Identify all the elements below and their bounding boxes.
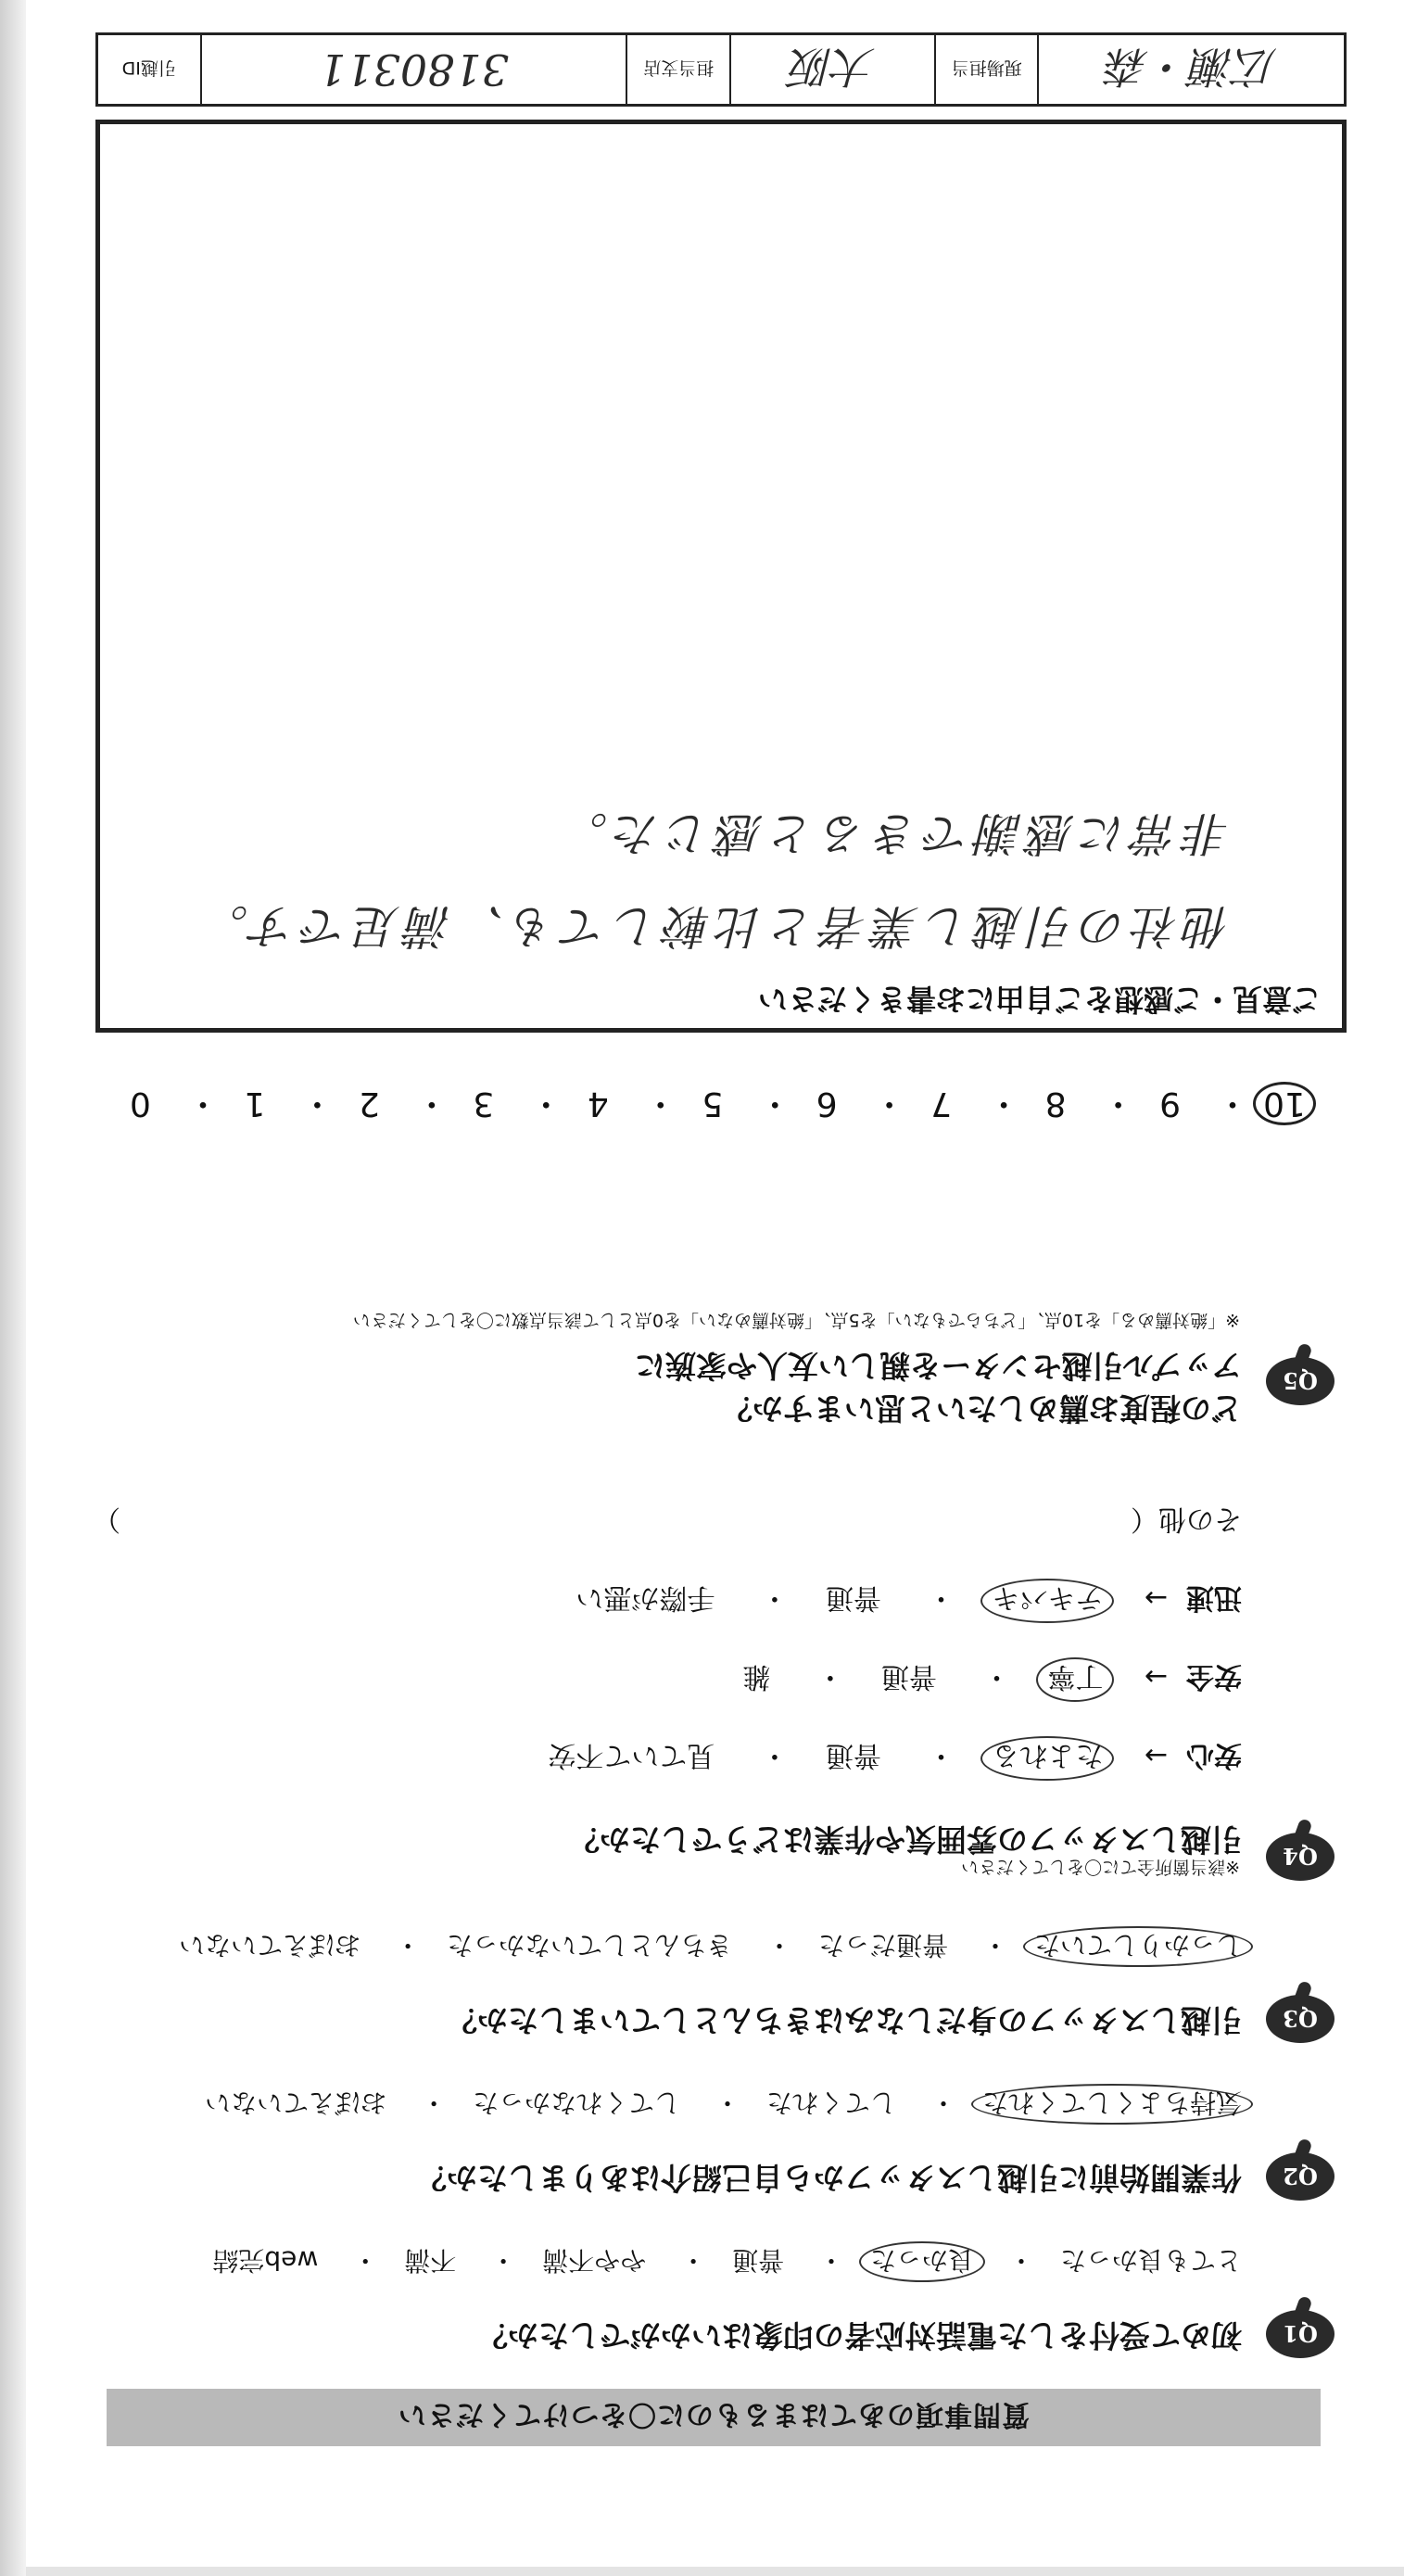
- q5-scale: 10・ 9・ 8・ 7・ 6・ 5・ 4・ 3・ 2・ 1・ 0: [113, 1083, 1311, 1130]
- q4-row-anzen: 安全→ 丁寧・ 普通・ 雑: [742, 1659, 1242, 1700]
- comment-label: ご意見・ご感想をご自由にお書きください: [757, 982, 1322, 1017]
- q3-badge-label: Q3: [1283, 2005, 1318, 2033]
- q4-row-jinsoku: 迅速→ テキパキ・ 普通・ 手際が悪い: [576, 1580, 1242, 1621]
- q1-option[interactable]: 不満: [404, 2245, 457, 2276]
- scale-option[interactable]: 5: [702, 1085, 724, 1123]
- q4-badge-label: Q4: [1283, 1843, 1318, 1871]
- scale-option[interactable]: 2: [358, 1085, 380, 1123]
- row-option[interactable]: 普通: [825, 1739, 881, 1771]
- id-label-cell: [98, 35, 200, 104]
- scale-option[interactable]: 6: [816, 1085, 838, 1123]
- q4-row-anshin: 安心→ たよれる・ 普通・ 見ていて不安: [548, 1738, 1242, 1779]
- q1-option[interactable]: web完結: [212, 2245, 319, 2276]
- contact-label-cell: [934, 35, 1038, 104]
- q3-badge: [1266, 1995, 1334, 2043]
- branch-label: 担当支店: [643, 57, 715, 79]
- scale-option[interactable]: 1: [244, 1085, 266, 1123]
- scale-option[interactable]: 3: [473, 1085, 495, 1123]
- q2-option-selected[interactable]: 気持ちよくしてくれた: [971, 2084, 1253, 2125]
- contact-label: 現場担当: [951, 57, 1022, 79]
- q3-options: しっかりしていた・ 普通だった・ きちんとしていなかった・ おぼえていない: [179, 1928, 1242, 1965]
- scale-option[interactable]: 9: [1159, 1085, 1181, 1123]
- branch-label-cell: [626, 35, 729, 104]
- id-value: 3180311: [319, 44, 509, 95]
- q4-note: ※該当箇所全てに〇をしてください: [961, 1857, 1240, 1877]
- scale-option[interactable]: 4: [587, 1085, 609, 1123]
- comment-box[interactable]: [95, 120, 1347, 1033]
- staff-info-table: [95, 32, 1347, 107]
- q5-text-line1: アップル引越センターを親しい友人や家族に: [634, 1348, 1242, 1384]
- q3-option[interactable]: おぼえていない: [179, 1930, 361, 1961]
- other-close: ）: [93, 1503, 120, 1535]
- instructions-banner: [107, 2389, 1321, 2446]
- question-1: [74, 2228, 1334, 2358]
- q5-text-line2: どの程度お薦めしたいと思いますか？: [722, 1390, 1242, 1427]
- q5-note: ※「絶対薦める」を10点、「どちらでもない」を5点、「絶対薦めない」を0点として該当点数に〇をしてください: [352, 1310, 1240, 1330]
- scale-option[interactable]: 7: [930, 1085, 953, 1123]
- row-option-selected[interactable]: たよれる: [980, 1736, 1114, 1781]
- contact-value-cell: [1037, 35, 1344, 104]
- contact-value: 広瀬・森: [1106, 42, 1277, 92]
- branch-value: 大阪: [790, 42, 876, 92]
- q4-other[interactable]: [93, 1502, 1242, 1542]
- q2-badge: [1266, 2152, 1334, 2201]
- row-option[interactable]: 雑: [742, 1660, 771, 1693]
- q4-badge: [1266, 1833, 1334, 1881]
- row-option-selected[interactable]: 丁寧: [1036, 1657, 1114, 1702]
- q2-badge-label: Q2: [1283, 2163, 1318, 2190]
- question-3: [74, 1913, 1334, 2043]
- q1-option[interactable]: やや不満: [542, 2245, 647, 2276]
- row-option[interactable]: 普通: [880, 1660, 937, 1693]
- q3-text: 引越しスタッフの身だしなみはきちんとしていましたか？: [447, 2002, 1242, 2038]
- scale-selected[interactable]: 10: [1253, 1082, 1316, 1125]
- q2-option[interactable]: してくれなかった: [473, 2087, 681, 2118]
- id-value-cell: [200, 35, 626, 104]
- question-2: [74, 2071, 1334, 2201]
- q5-badge-label: Q5: [1283, 1367, 1318, 1395]
- comment-handwritten-line2: 非常に感謝できると感じた。: [556, 806, 1231, 860]
- q3-option[interactable]: 普通だった: [818, 1930, 949, 1961]
- q1-badge-label: Q1: [1283, 2320, 1318, 2348]
- scan-edge: [0, 0, 26, 2576]
- question-5: [74, 1144, 1334, 1450]
- comment-handwritten-line1: 他社の引越し業者と比較しても、満足です。: [196, 899, 1231, 953]
- id-label: 引越ID: [121, 57, 176, 79]
- scan-edge-top: [0, 2567, 1404, 2576]
- other-label: その他（: [1131, 1503, 1242, 1535]
- row-option[interactable]: 見ていて不安: [548, 1739, 715, 1771]
- q2-option[interactable]: おぼえていない: [205, 2087, 387, 2118]
- row-option-selected[interactable]: テキパキ: [980, 1579, 1114, 1623]
- q5-badge: [1266, 1357, 1334, 1405]
- q1-option-selected[interactable]: 良かった: [859, 2241, 985, 2282]
- scale-option[interactable]: 8: [1044, 1085, 1067, 1123]
- q4-text: 引越しスタッフの雰囲気や作業はどうでしたか？: [569, 1821, 1242, 1858]
- q1-option[interactable]: とても良かった: [1059, 2245, 1242, 2276]
- q1-option[interactable]: 普通: [732, 2245, 785, 2276]
- row-option[interactable]: 手際が悪い: [576, 1581, 715, 1614]
- q2-options: 気持ちよくしてくれた・ してくれた・ してくれなかった・ おぼえていない: [205, 2086, 1242, 2123]
- q1-badge: [1266, 2310, 1334, 2358]
- q3-option-selected[interactable]: しっかりしていた: [1023, 1926, 1253, 1967]
- q1-text: 初めて受付をした電話対応者の印象はいかがでしたか？: [477, 2317, 1242, 2354]
- row-label: 安心: [1186, 1739, 1242, 1771]
- q2-option[interactable]: してくれた: [766, 2087, 897, 2118]
- q2-text: 作業開始前に引越しスタッフから自己紹介はありましたか？: [416, 2160, 1242, 2196]
- branch-value-cell: [729, 35, 934, 104]
- row-label: 迅速: [1186, 1581, 1242, 1614]
- instructions-text: 質問事項のあてはまるものに〇をつけてください: [398, 2398, 1030, 2430]
- question-4: [74, 1491, 1334, 1881]
- row-label: 安全: [1186, 1660, 1242, 1693]
- row-option[interactable]: 普通: [825, 1581, 881, 1614]
- q1-options: とても良かった・ 良かった・ 普通・ やや不満・ 不満・ web完結: [212, 2243, 1242, 2280]
- scale-option[interactable]: 0: [130, 1085, 151, 1123]
- q3-option[interactable]: きちんとしていなかった: [447, 1930, 733, 1961]
